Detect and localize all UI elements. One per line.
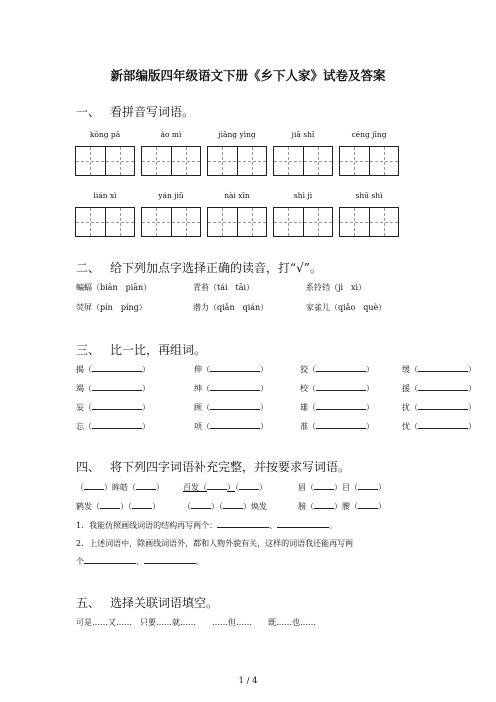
char: 忘 [76,422,84,431]
pinyin-label: yán jiū [158,191,184,200]
idiom-text: 腰 [342,502,350,511]
char: 竭 [76,384,84,393]
section-number: 三、 [76,343,101,357]
pinyin-label: lián xì [93,191,117,200]
idiom-blank[interactable] [239,489,259,490]
char: 伸 [194,365,202,374]
writing-grid-box[interactable] [207,207,267,237]
reading-choice-item[interactable]: 系铃铛（jì xì） [306,283,367,292]
question-text: 个 [76,557,84,566]
section-title: 将下列四字词语补充完整，并按要求写词语。 [110,460,351,474]
section-1-heading [76,103,194,120]
idiom-blank[interactable] [191,508,211,509]
section-title: 看拼音写词语。 [110,105,195,119]
pinyin-label: shì jì [293,191,313,200]
idiom-text: 焕发 [251,502,267,511]
char: 顾 [194,403,202,412]
pinyin-label: jiā shǐ [291,130,315,139]
idiom-blank[interactable] [314,508,334,509]
pinyin-label: céng jīng [351,130,387,139]
idiom-row-1: （ ）眸皓（ ） 百发（ ）（ ） 眉（ ）目（ ） [76,483,386,492]
answer-blank[interactable] [210,428,260,429]
conjunction-options: 可是……又…… 只要……就…… ……但…… 既……也…… [76,618,316,627]
answer-blank[interactable] [210,371,260,372]
char: 扰 [402,403,410,412]
char: 缓 [402,365,410,374]
idiom-text: 目 [342,483,350,492]
section-number: 五、 [76,596,101,610]
section-title: 比一比，再组词。 [110,343,207,357]
section-4-heading [76,458,350,475]
char: 揭 [76,365,84,374]
idiom-text: 眸皓 [112,483,128,492]
idiom-blank[interactable] [100,508,120,509]
page-number: 1 / 4 [238,676,258,686]
period: 。 [329,521,338,530]
answer-blank[interactable] [316,409,366,410]
writing-grid-box[interactable] [273,207,333,237]
section-number: 一、 [76,105,101,119]
reading-choice-item[interactable]: 青苔（tái tāi） [193,283,255,292]
answer-blank[interactable] [418,409,468,410]
question-text: 1．我能仿照画线词语的结构再写两个： [76,521,218,530]
writing-grid-box[interactable] [75,207,135,237]
answer-blank[interactable] [92,409,142,410]
idiom-text: 眉 [298,483,306,492]
writing-grid-box[interactable] [273,146,333,176]
underlined-idiom: 百发 [183,483,199,492]
reading-choice-item[interactable]: 潜力（qiǎn qián） [193,303,269,312]
idiom-text: 膀 [298,502,306,511]
answer-blank[interactable] [316,428,366,429]
separator: 、 [269,521,278,530]
writing-grid-box[interactable] [141,146,201,176]
idiom-blank[interactable] [132,508,152,509]
section-5-heading [76,594,218,611]
section-3-heading [76,341,206,358]
answer-blank[interactable] [217,527,269,528]
separator: 、 [136,557,144,566]
idiom-blank[interactable] [358,508,378,509]
section-number: 二、 [76,261,101,275]
writing-grid-box[interactable] [339,207,399,237]
compare-char-row: 忘（ ） 项（ ） 准（ ） 忧（ ） [76,422,476,431]
period: 。 [196,557,204,566]
answer-blank[interactable] [277,527,329,528]
pinyin-label: jiāng yìng [218,130,256,139]
writing-grid-box[interactable] [141,207,201,237]
pinyin-label: kōng pā [89,130,121,139]
char: 狡 [300,365,308,374]
char: 妄 [76,403,84,412]
writing-grid-box[interactable] [207,146,267,176]
char: 项 [194,422,202,431]
compare-char-row: 妄（ ） 顾（ ） 雄（ ） 扰（ ） [76,403,476,412]
section-title: 选择关联词语填空。 [110,596,219,610]
question-2-text: 2．上述词语中，除画线词语外，都和人物外貌有关，这样的词语我还能再写两 [76,539,354,548]
char: 绅 [194,384,202,393]
writing-grid-box[interactable] [339,146,399,176]
reading-choice-item[interactable]: 家雀儿（qiǎo què） [306,303,387,312]
section-2-heading [76,259,322,276]
idiom-blank[interactable] [223,508,243,509]
idiom-blank[interactable] [358,489,378,490]
answer-blank[interactable] [144,563,196,564]
compare-char-row: 揭（ ） 伸（ ） 狡（ ） 缓（ ） [76,365,476,374]
answer-blank[interactable] [418,428,468,429]
answer-blank[interactable] [316,390,366,391]
answer-blank[interactable] [210,390,260,391]
idiom-row-2: 鹤发（ ）（ ） （ ）（ ）焕发 膀（ ）腰（ ） [76,502,386,511]
answer-blank[interactable] [210,409,260,410]
idiom-blank[interactable] [314,489,334,490]
answer-blank[interactable] [92,428,142,429]
pinyin-label: nài xīn [224,191,250,200]
char: 援 [402,384,410,393]
answer-blank[interactable] [316,371,366,372]
question-1 [76,520,337,531]
compare-char-row: 竭（ ） 绅（ ） 校（ ） 援（ ） [76,384,476,393]
reading-choice-item[interactable]: 蝙蝠（biān piān） [76,283,152,292]
page-title: 新部编版四年级语文下册《乡下人家》试卷及答案 [110,68,386,83]
answer-blank[interactable] [418,390,468,391]
question-2-continued [76,556,204,567]
answer-blank[interactable] [84,563,136,564]
section-title: 给下列加点字选择正确的读音，打“√”。 [110,261,322,275]
char: 准 [300,422,308,431]
answer-blank[interactable] [418,371,468,372]
writing-grid-box[interactable] [75,146,135,176]
pinyin-label: ào mì [160,130,182,139]
pinyin-label: shū shì [355,191,383,200]
idiom-blank[interactable] [207,489,227,490]
char: 雄 [300,403,308,412]
answer-blank[interactable] [92,371,142,372]
answer-blank[interactable] [92,390,142,391]
char: 校 [300,384,308,393]
section-number: 四、 [76,460,101,474]
idiom-blank[interactable] [136,489,156,490]
char: 忧 [402,422,410,431]
idiom-text: 鹤发 [76,502,92,511]
reading-choice-item[interactable]: 荧屏（pín píng） [76,303,147,312]
idiom-blank[interactable] [84,489,104,490]
